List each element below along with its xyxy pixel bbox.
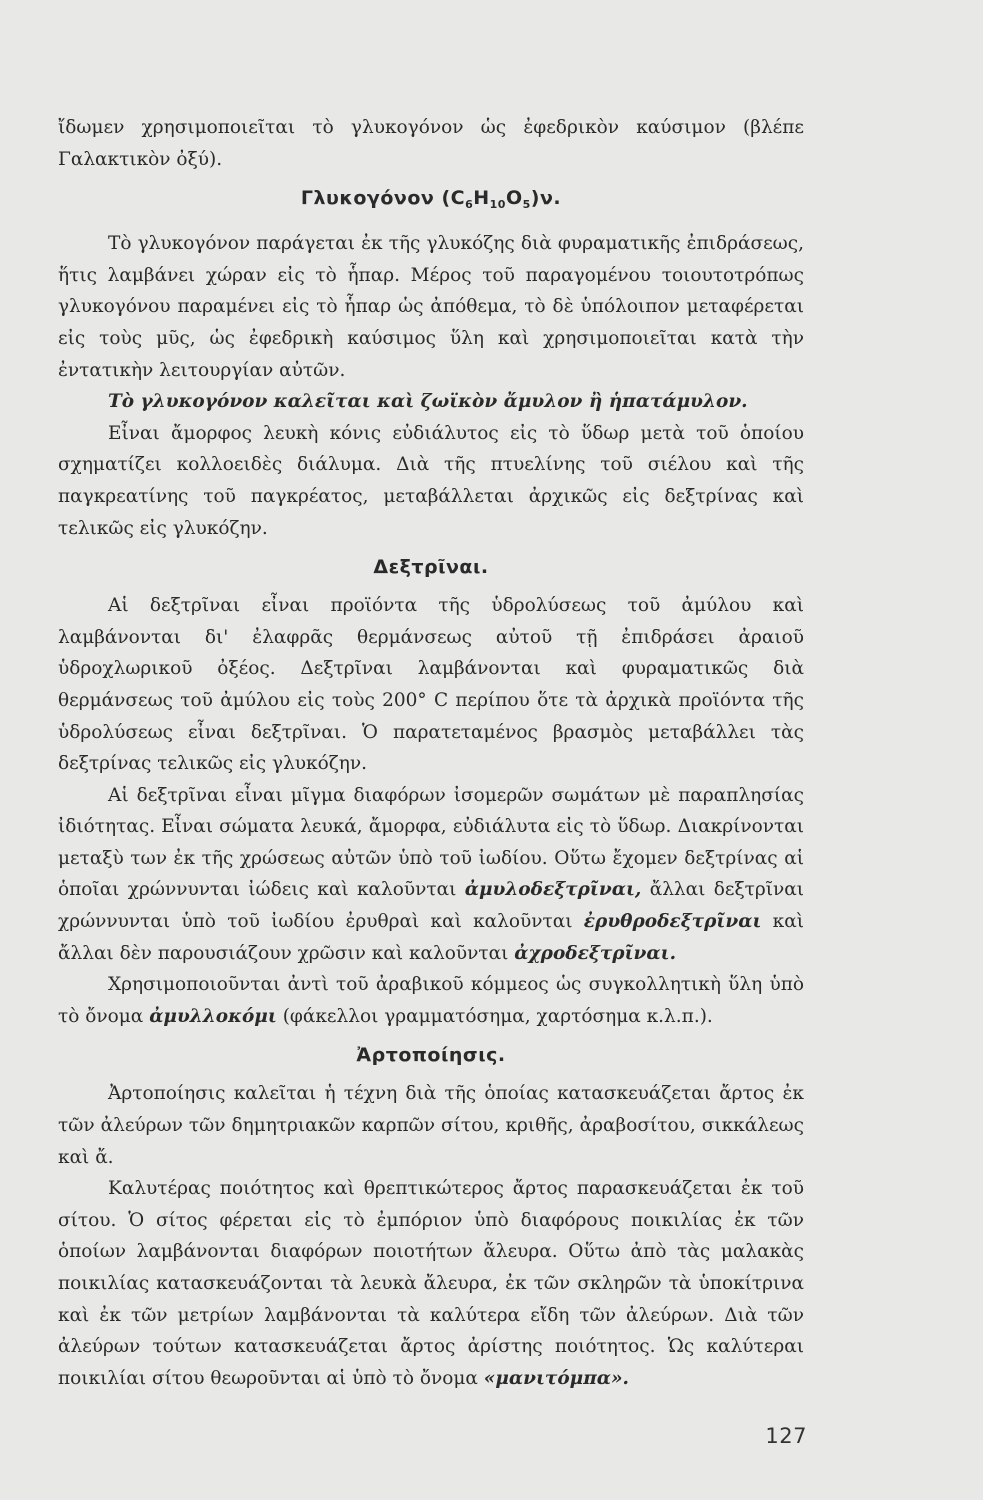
dextrins-paragraph-2 <box>58 780 804 970</box>
page-number: 127 <box>765 1424 807 1448</box>
heading-glycogen-name: Γλυκογόνον <box>300 187 435 210</box>
glycogen-paragraph-1: Τὸ γλυκογόνον παράγεται ἐκ τῆς γλυκόζης διὰ φυραματικῆς ἐπιδράσεως, ἥτις λαμβάνει χώραν εἰς τὸ ἧπαρ. Μέρος τοῦ παραγομένου τοιουτοτρόπως γλυκογόνου παραμένει εἰς τὸ ἧπαρ ὡς ἀπόθεμα, τὸ δὲ ὑπόλοιπον μεταφέρεται εἰς τοὺς μῦς, ὡς ἐφεδρικὴ καύσιμος ὕλη καὶ χρησιμοποιεῖται κατὰ τὴν ἐντατικὴν λειτουργίαν αὐτῶν. <box>58 233 804 381</box>
term-manitomba: «μανιτόμπα». <box>483 1367 630 1389</box>
continuation-paragraph: ἴδωμεν χρησιμοποιεῖται τὸ γλυκογόνον ὡς ἐφεδρικὸν καύσιμον (βλέπε Γαλακτικὸν ὀξύ). <box>58 117 804 170</box>
heading-breadmaking: Ἀρτοποίησις. <box>356 1044 506 1067</box>
heading-glycogen <box>58 175 804 228</box>
breadmaking-paragraph-2 <box>58 1173 804 1394</box>
term-amylodextrins: ἀμυλοδεξτρῖναι, <box>464 879 642 901</box>
breadmaking-paragraph-1: Ἀρτοποίησις καλεῖται ἡ τέχνη διὰ τῆς ὁποίας κατασκευάζεται ἄρτος ἐκ τῶν ἀλεύρων τῶν δημητριακῶν καρπῶν σίτου, κριθῆς, ἀραβοσίτου, σικκάλεως καὶ ἄ. <box>58 1083 804 1168</box>
glycogen-formula: $(C_6H_{10}O_5)\nu$. <box>441 187 562 212</box>
dextrins-p3-text-a: Χρησιμοποιοῦνται ἀντὶ τοῦ ἀραβικοῦ κόμμεος ὡς συγκολλητικὴ ὕλη ὑπὸ τὸ ὄνομα <box>58 974 804 1027</box>
glycogen-emphasis-line: Τὸ γλυκογόνον καλεῖται καὶ ζωϊκὸν ἄμυλον ἢ ἡπατάμυλον. <box>108 391 748 413</box>
term-amylokolla: ἀμυλλοκόμι <box>149 1005 277 1027</box>
term-erythrodextrins: ἐρυθροδεξτρῖναι <box>583 911 762 933</box>
dextrins-paragraph-1: Αἱ δεξτρῖναι εἶναι προϊόντα τῆς ὑδρολύσεως τοῦ ἀμύλου καὶ λαμβάνονται δι' ἐλαφρᾶς θερμάνσεως αὐτοῦ τῇ ἐπιδράσει ἀραιοῦ ὑδροχλωρικοῦ ὀξέος. Δεξτρῖναι λαμβάνονται καὶ φυραματικῶς διὰ θερμάνσεως τοῦ ἀμύλου εἰς τοὺς 200° C περίπου ὅτε τὰ ἀρχικὰ προϊόντα τῆς ὑδρολύσεως εἶναι δεξτρῖναι. Ὁ παρατεταμένος βρασμὸς μεταβάλλει τὰς δεξτρίνας τελικῶς εἰς γλυκόζην. <box>58 595 804 775</box>
dextrins-p2-text-a: Αἱ δεξτρῖναι εἶναι μῖγμα διαφόρων ἰσομερῶν σωμάτων μὲ παραπλησίας ἰδιότητας. Εἶναι σώματα λευκά, ἄμορφα, εὐδιάλυτα εἰς τὸ ὕδωρ. Διακρίνονται μεταξὺ των ἐκ τῆς χρώσεως αὐτῶν ὑπὸ τοῦ ἰωδίου. Οὕτω ἔχομεν δεξτρίνας αἱ ὁποῖαι χρώννυνται ἰώδεις καὶ καλοῦνται <box>58 784 804 901</box>
glycogen-paragraph-2: Εἶναι ἄμορφος λευκὴ κόνις εὐδιάλυτος εἰς τὸ ὕδωρ μετὰ τοῦ ὁποίου σχηματίζει κολλοειδὲς διάλυμα. Διὰ τῆς πτυελίνης τοῦ σιέλου καὶ τῆς παγκρεατίνης τοῦ παγκρέατος, μεταβάλλεται ἀρχικῶς εἰς δεξτρίνας καὶ τελικῶς εἰς γλυκόζην. <box>58 422 804 539</box>
heading-dextrins: Δεξτρῖναι. <box>373 556 489 579</box>
page-body <box>58 112 804 1394</box>
dextrins-p2-text-b: ἄλλαι δεξτρῖναι χρώννυνται ὑπὸ τοῦ ἰωδίου ἐρυθραὶ καὶ καλοῦνται <box>58 879 805 933</box>
dextrins-paragraph-3 <box>58 969 804 1032</box>
breadmaking-p2-text: Καλυτέρας ποιότητος καὶ θρεπτικώτερος ἄρτος παρασκευάζεται ἐκ τοῦ σίτου. Ὁ σίτος φέρεται εἰς τὸ ἐμπόριον ὑπὸ διαφόρους ποικιλίας ἐκ τῶν ὁποίων λαμβάνονται διαφόρων ποιοτήτων ἄλευρα. Οὕτω ἀπὸ τὰς μαλακὰς ποικιλίας κατασκευάζονται τὰ λευκὰ ἄλευρα, ἐκ τῶν σκληρῶν τὰ ὑποκίτρινα καὶ ἐκ τῶν μετρίων λαμβάνονται τὰ καλύτερα εἴδη τῶν ἀλεύρων. Διὰ τῶν ἀλεύρων τούτων κατασκευάζεται ἄρτος ἀρίστης ποιότητος. Ὡς καλύτεραι ποικιλίαι σίτου θεωροῦνται αἱ ὑπὸ τὸ ὄνομα <box>58 1178 804 1389</box>
dextrins-p3-text-b: (φάκελλοι γραμματόσημα, χαρτόσημα κ.λ.π.). <box>282 1005 713 1027</box>
term-achrodextrins: ἀχροδεξτρῖναι. <box>514 942 677 964</box>
dextrins-p2-text-c: καὶ ἄλλαι δὲν παρουσιάζουν χρῶσιν καὶ καλοῦνται <box>58 911 804 964</box>
